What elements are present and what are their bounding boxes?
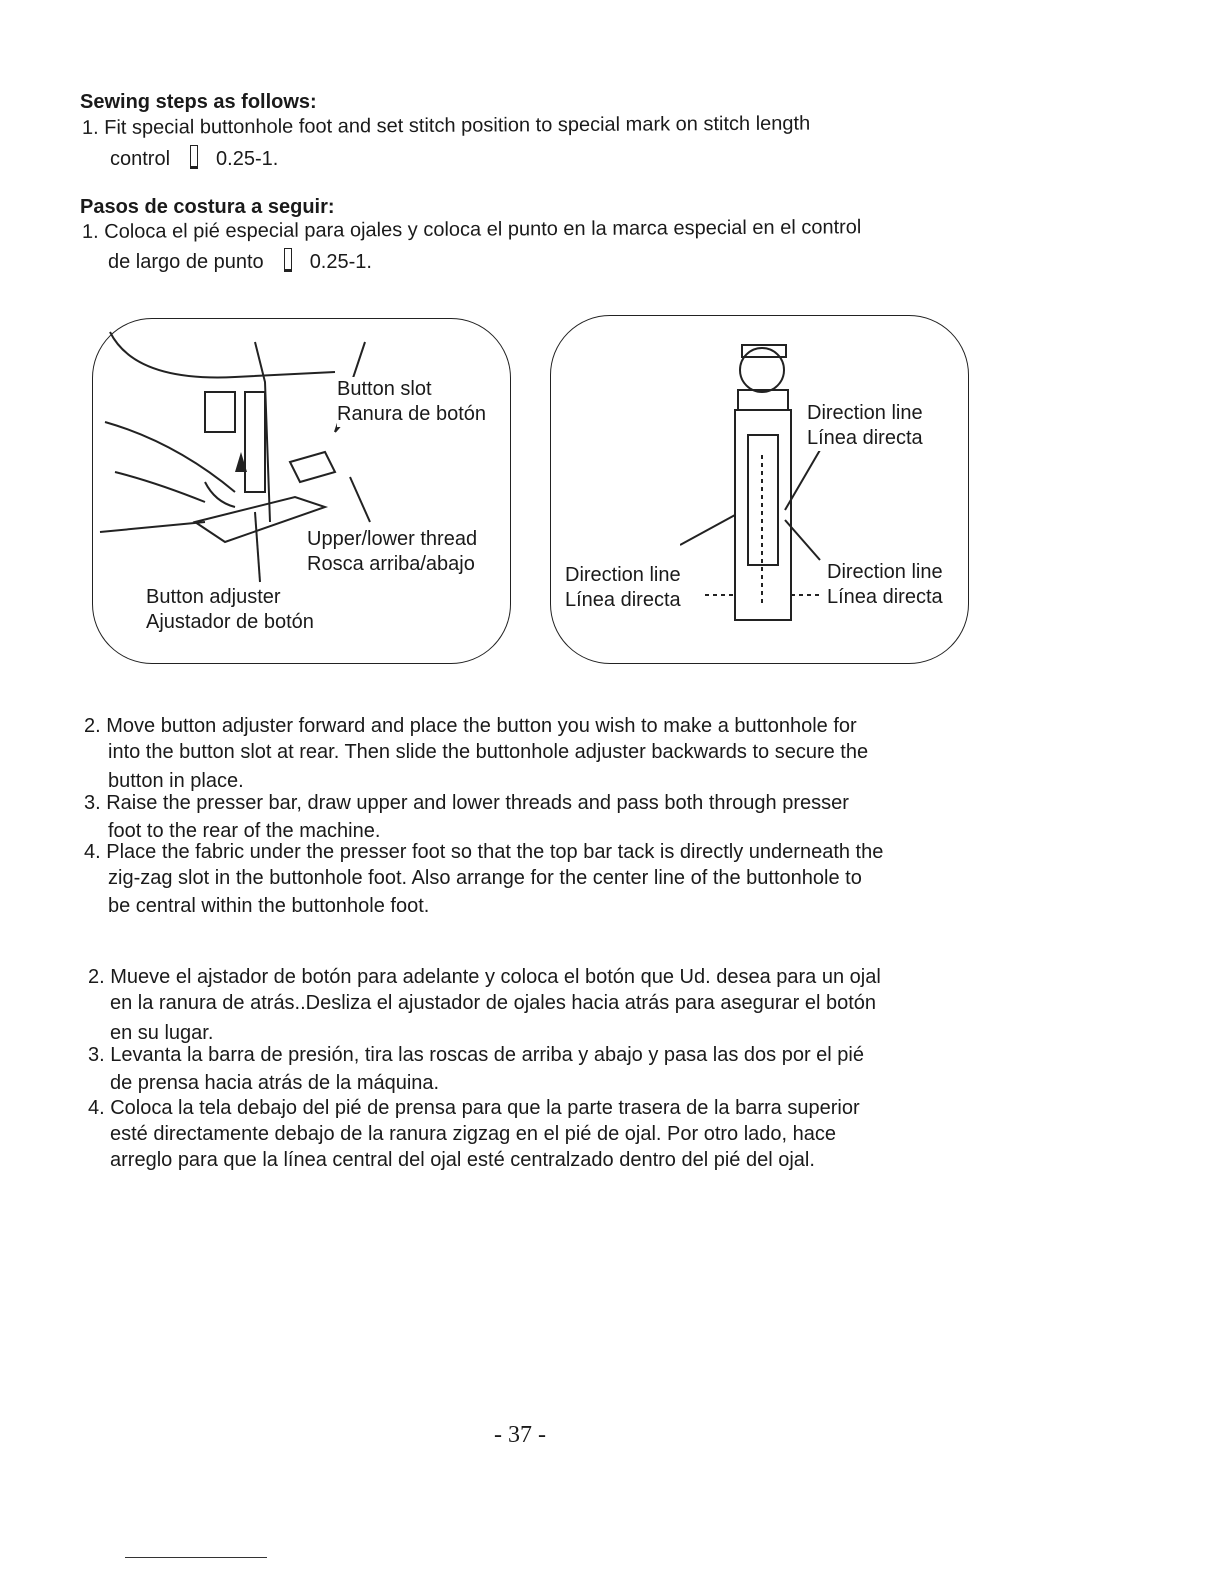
label-direction-right: Direction line [827, 561, 943, 583]
buttonhole-stitch-icon [284, 248, 292, 272]
label-direction-left: Direction line [565, 564, 681, 586]
buttonhole-stitch-icon [190, 145, 198, 169]
step1-english: 1. Fit special buttonhole foot and set stitch position to special mark on stitch length [81, 112, 811, 139]
stitch-value: 0.25-1. [309, 251, 372, 273]
page-number: - 37 - [494, 1422, 546, 1448]
buttonhole-foot-illustration [680, 335, 840, 635]
step2-spanish-line2: en la ranura de atrás..Desliza el ajustador de ojales hacia atrás para asegurar el botón [110, 992, 877, 1014]
step3-spanish-line2: de prensa hacia atrás de la máquina. [110, 1072, 440, 1094]
label-button-slot-es: Ranura de botón [337, 403, 487, 425]
label-direction-right-es: Línea directa [827, 586, 943, 608]
label-thread-es: Rosca arriba/abajo [307, 553, 475, 575]
step1-english-cont [110, 145, 278, 171]
step1-text: control [110, 148, 171, 170]
step1-text: de largo de punto [108, 251, 264, 273]
step4-english-line3: be central within the buttonhole foot. [108, 895, 430, 917]
footnote-rule [125, 1557, 267, 1558]
label-button-adjuster: Button adjuster [146, 586, 281, 608]
step3-english-line2: foot to the rear of the machine. [108, 820, 381, 842]
step2-spanish: 2. Mueve el ajstador de botón para adelante y coloca el botón que Ud. desea para un ojal [88, 966, 881, 988]
step4-spanish: 4. Coloca la tela debajo del pié de prensa para que la parte trasera de la barra superior [88, 1097, 860, 1119]
heading-spanish: Pasos de costura a seguir: [80, 196, 335, 218]
step4-english: 4. Place the fabric under the presser foot so that the top bar tack is directly underneath the [84, 841, 884, 863]
label-direction-left-es: Línea directa [565, 589, 681, 611]
label-direction-top: Direction line [807, 402, 923, 424]
label-button-slot: Button slot [337, 378, 432, 400]
step3-spanish: 3. Levanta la barra de presión, tira las roscas de arriba y abajo y pasa las dos por el pié [88, 1044, 864, 1066]
step1-spanish: 1. Coloca el pié especial para ojales y coloca el punto en la marca especial en el control [81, 216, 862, 243]
step4-english-line2: zig-zag slot in the buttonhole foot. Also arrange for the center line of the buttonhole to [108, 867, 862, 889]
label-direction-top-es: Línea directa [807, 427, 923, 449]
step2-english-line2: into the button slot at rear. Then slide the buttonhole adjuster backwards to secure the [108, 741, 869, 763]
step2-english-line3: button in place. [108, 770, 244, 792]
step2-spanish-line3: en su lugar. [110, 1022, 214, 1044]
step4-spanish-line3: arreglo para que la línea central del ojal esté centralzado dentro del pié del ojal. [110, 1149, 815, 1171]
heading-english: Sewing steps as follows: [80, 91, 317, 113]
stitch-value: 0.25-1. [216, 148, 279, 170]
step4-spanish-line2: esté directamente debajo de la ranura zigzag en el pié de ojal. Por otro lado, hace [110, 1123, 837, 1145]
label-thread: Upper/lower thread [307, 528, 478, 550]
step2-english: 2. Move button adjuster forward and place the button you wish to make a buttonhole for [84, 715, 857, 737]
step1-spanish-cont [108, 248, 372, 274]
label-button-adjuster-es: Ajustador de botón [146, 611, 314, 633]
step3-english: 3. Raise the presser bar, draw upper and lower threads and pass both through presser [84, 792, 849, 814]
